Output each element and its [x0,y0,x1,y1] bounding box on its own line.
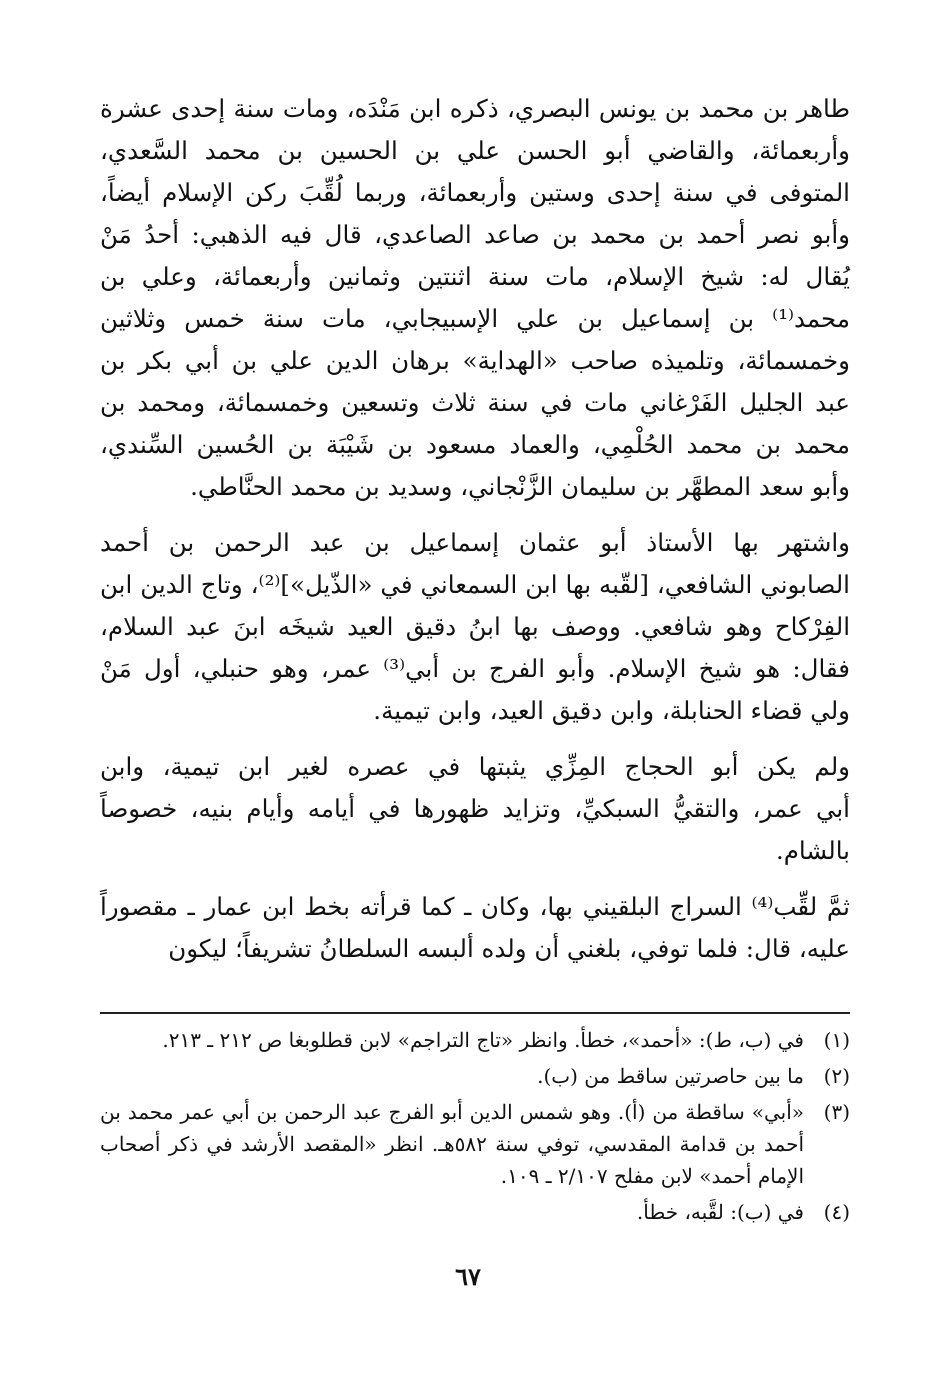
text-line: بالشام. [775,836,850,865]
text-line: وخمسمائة، وتلميذه صاحب «الهداية» برهان الدين علي بن أبي بكر بن [100,346,850,375]
text-line: أبي عمر، والتقيُّ السبكيِّ، وتزايد ظهورها في أيامه وأيام بنيه، خصوصاً [100,794,850,823]
text-line: يُقال له: شيخ الإسلام، مات سنة اثنتين وثمانين وأربعمائة، وعلي بن [100,262,850,291]
text-line: واشتهر بها الأستاذ أبو عثمان إسماعيل بن عبد الرحمن بن أحمد [100,528,850,557]
footnote-separator [100,1012,850,1014]
text-line: وأربعمائة، والقاضي أبو الحسن علي بن الحسين بن محمد السَّعدي، [100,136,850,165]
footnote-number: (٤) [823,1200,850,1224]
footnote-text: ما بين حاصرتين ساقط من (ب). [537,1064,804,1088]
footnote [100,1196,850,1228]
paragraph [100,746,850,872]
text-line: المتوفى في سنة إحدى وستين وأربعمائة، وربما لُقِّبَ ركن الإسلام أيضاً، [100,178,850,207]
footnote-number: (٣) [823,1100,850,1124]
footnote [100,1024,850,1056]
text-line: محمد بن محمد الحُلْمِي، والعماد مسعود بن شَيْبَة بن الحُسين السِّندي، [100,430,850,459]
page-body [100,88,850,1228]
text-line: وأبو نصر أحمد بن محمد بن صاعد الصاعدي، قال فيه الذهبي: أحدُ مَنْ [100,220,850,249]
text-line: ولم يكن أبو الحجاج المِزِّي يثبتها في عصره لغير ابن تيمية، وابن [100,752,850,781]
footnote-text: في (ب): لقَّبه، خطأ. [636,1200,804,1224]
page-number: ٦٧ [455,1262,481,1291]
text-line: طاهر بن محمد بن يونس البصري، ذكره ابن مَنْدَه، ومات سنة إحدى عشرة [100,94,850,123]
footnote-number: (١) [823,1028,850,1052]
text-line: ثمَّ لقِّب⁽⁴⁾ السراج البلقيني بها، وكان ـ كما قرأته بخط ابن عمار ـ مقصوراً [100,892,850,921]
text-line: الفِرْكاح وهو شافعي. ووصف بها ابنُ دقيق العيد شيخَه ابنَ عبد السلام، [100,612,850,641]
text-line: ولي قضاء الحنابلة، وابن دقيق العيد، وابن تيمية. [373,696,850,725]
paragraph [100,88,850,508]
main-text [100,88,850,970]
footnote-text: في (ب، ط): «أحمد»، خطأ. وانظر «تاج التراجم» لابن قطلوبغا ص ٢١٢ ـ ٢١٣. [162,1028,804,1052]
footnotes [100,1024,850,1228]
text-line: وأبو سعد المطهَّر بن سليمان الزَّنْجاني، وسديد بن محمد الحنَّاطي. [190,472,850,501]
text-line: محمد⁽¹⁾ بن إسماعيل بن علي الإسبيجابي، مات سنة خمس وثلاثين [100,304,850,333]
footnote [100,1096,850,1192]
text-line: الصابوني الشافعي، [لقّبه بها ابن السمعاني في «الذّيل»]⁽²⁾، وتاج الدين ابن [100,570,850,599]
text-line: عليه، قال: فلما توفي، بلغني أن ولده ألبسه السلطانُ تشريفاً؛ ليكون [168,934,850,963]
footnote [100,1060,850,1092]
footnote-number: (٢) [823,1064,850,1088]
paragraph [100,522,850,732]
text-line: عبد الجليل الفَرْغاني مات في سنة ثلاث وتسعين وخمسمائة، ومحمد بن [100,388,850,417]
footnote-text: «أبي» ساقطة من (أ). وهو شمس الدين أبو الفرج عبد الرحمن بن أبي عمر محمد بن أحمد بن قدامة المقدسي، توفي سنة ٥٨٢هـ. انظر «المقصد الأرشد في ذكر أصحاب الإمام أحمد» لابن مفلح ٢/١٠٧ ـ ١٠٩. [100,1100,805,1188]
text-line: فقال: هو شيخ الإسلام. وأبو الفرج بن أبي⁽³⁾ عمر، وهو حنبلي، أول مَنْ [100,654,851,683]
paragraph [100,886,850,970]
